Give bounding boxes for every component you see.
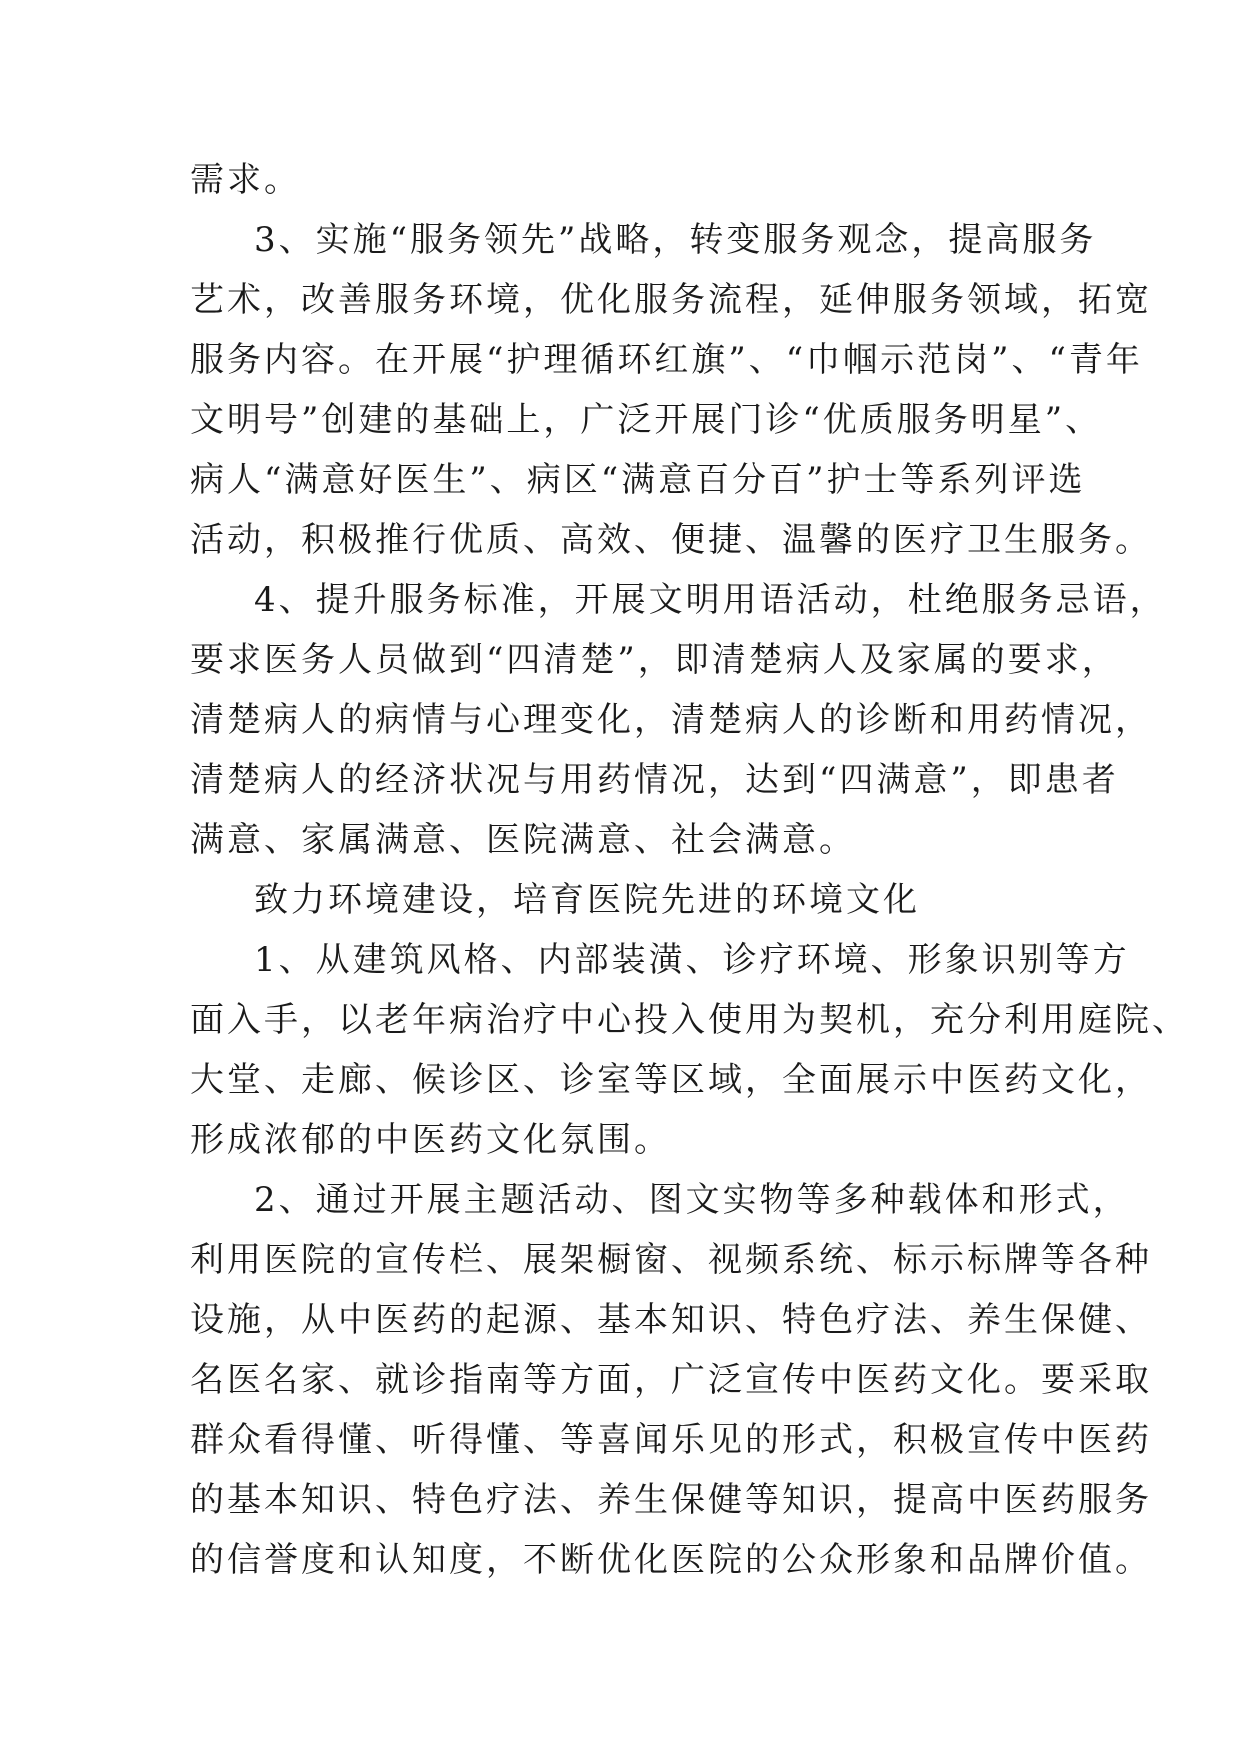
text-line: 大堂、走廊、候诊区、诊室等区域，全面展示中医药文化， bbox=[190, 1060, 1152, 1100]
text-line: 满意、家属满意、医院满意、社会满意。 bbox=[190, 820, 856, 860]
text-line: 文明号”创建的基础上，广泛开展门诊“优质服务明星”、 bbox=[190, 400, 1103, 440]
paragraph-first-line: 2、通过开展主题活动、图文实物等多种载体和形式， bbox=[254, 1180, 1130, 1220]
text-line: 要求医务人员做到“四清楚”，即清楚病人及家属的要求， bbox=[190, 640, 1119, 680]
paragraph-first-line: 4、提升服务标准，开展文明用语活动，杜绝服务忌语， bbox=[254, 580, 1167, 620]
text-line: 活动，积极推行优质、高效、便捷、温馨的医疗卫生服务。 bbox=[190, 520, 1152, 560]
paragraph-first-line: 3、实施“服务领先”战略，转变服务观念，提高服务 bbox=[254, 220, 1097, 260]
text-line: 艺术，改善服务环境，优化服务流程，延伸服务领域，拓宽 bbox=[190, 280, 1152, 320]
text-line: 清楚病人的病情与心理变化，清楚病人的诊断和用药情况， bbox=[190, 700, 1152, 740]
text-line: 清楚病人的经济状况与用药情况，达到“四满意”，即患者 bbox=[190, 760, 1119, 800]
text-line: 名医名家、就诊指南等方面，广泛宣传中医药文化。要采取 bbox=[190, 1360, 1152, 1400]
text-line: 形成浓郁的中医药文化氛围。 bbox=[190, 1120, 671, 1160]
text-line: 设施，从中医药的起源、基本知识、特色疗法、养生保健、 bbox=[190, 1300, 1152, 1340]
text-line: 的基本知识、特色疗法、养生保健等知识，提高中医药服务 bbox=[190, 1480, 1152, 1520]
text-line: 病人“满意好医生”、病区“满意百分百”护士等系列评选 bbox=[190, 460, 1086, 500]
text-line: 需求。 bbox=[190, 160, 301, 200]
text-line: 服务内容。在开展“护理循环红旗”、“巾帼示范岗”、“青年 bbox=[190, 340, 1143, 380]
paragraph-first-line: 1、从建筑风格、内部装潢、诊疗环境、形象识别等方 bbox=[254, 940, 1130, 980]
text-line: 面入手，以老年病治疗中心投入使用为契机，充分利用庭院、 bbox=[190, 1000, 1189, 1040]
paragraph-first-line: 致力环境建设，培育医院先进的环境文化 bbox=[254, 880, 920, 920]
text-line: 群众看得懂、听得懂、等喜闻乐见的形式，积极宣传中医药 bbox=[190, 1420, 1152, 1460]
text-line: 的信誉度和认知度，不断优化医院的公众形象和品牌价值。 bbox=[190, 1540, 1152, 1580]
document-body bbox=[190, 150, 1189, 1590]
text-line: 利用医院的宣传栏、展架橱窗、视频系统、标示标牌等各种 bbox=[190, 1240, 1152, 1280]
